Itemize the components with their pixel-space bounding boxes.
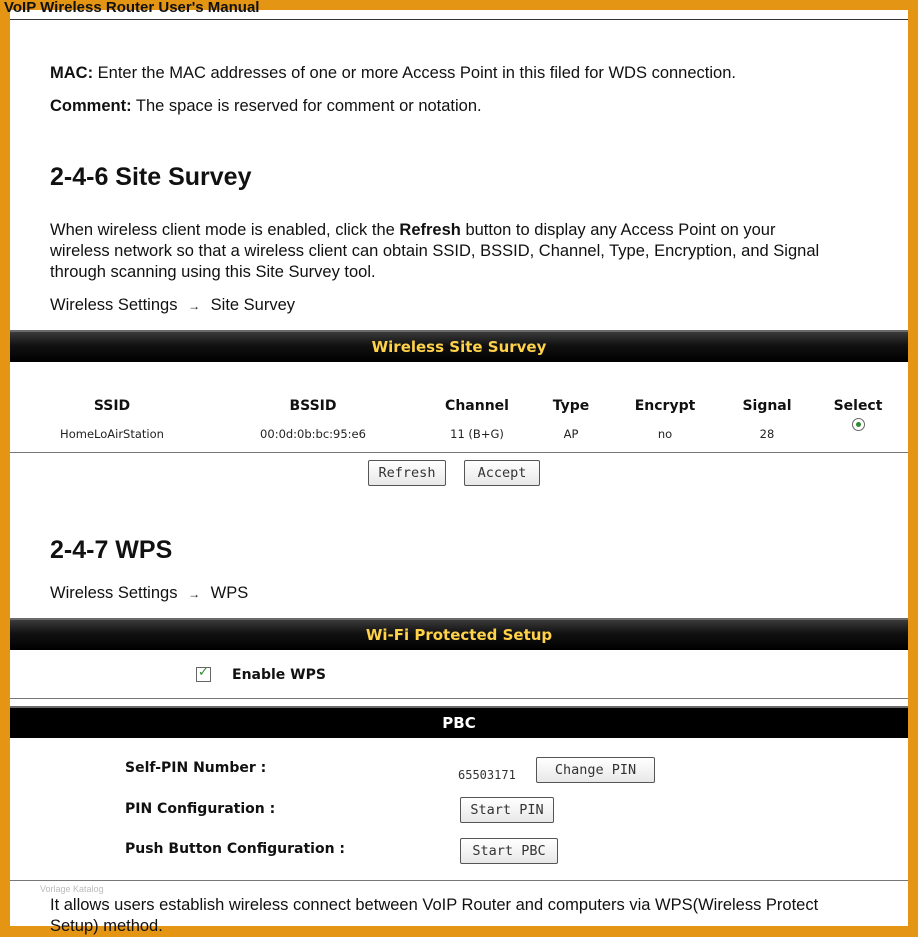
mac-definition [50,63,736,84]
site-survey-panel-title-text: Wireless Site Survey [371,338,547,356]
mac-text: Enter the MAC addresses of one or more Access Point in this filed for WDS connection. [93,64,736,82]
survey-divider [10,452,908,453]
check-icon: ✓ [198,665,209,680]
nav-from: Wireless Settings [50,296,178,314]
para-line2: wireless network so that a wireless client can obtain SSID, BSSID, Channel, Type, Encryption, and Signal [50,242,820,260]
cell-channel: 11 (B+G) [450,427,504,441]
change-pin-button[interactable]: Change PIN [536,757,655,783]
col-bssid: BSSID [289,398,337,414]
para-line1-pre: When wireless client mode is enabled, click the [50,221,400,239]
cell-encrypt: no [657,427,673,441]
start-pbc-button[interactable]: Start PBC [460,838,558,864]
mac-term: MAC: [50,64,94,82]
col-signal: Signal [742,398,792,414]
wps-nav [50,583,248,605]
col-ssid: SSID [93,398,131,414]
site-survey-heading: 2-4-6 Site Survey [50,163,252,191]
comment-term: Comment: [50,97,132,115]
page-header [4,0,908,20]
wps-nav-from: Wireless Settings [50,584,178,602]
col-type: Type [552,398,590,414]
cell-ssid: HomeLoAirStation [60,427,164,441]
accept-button[interactable]: Accept [464,460,540,486]
site-survey-nav [50,295,295,317]
cell-bssid: 00:0d:0b:bc:95:e6 [260,427,366,441]
wps-divider [10,698,908,699]
radio-dot-icon [856,422,861,427]
enable-wps-checkbox[interactable] [196,667,211,682]
manual-page [4,0,908,935]
arrow-right-icon: → [188,587,201,601]
wps-panel-title [10,618,908,650]
header-title: VoIP Wireless Router User's Manual [4,0,260,16]
select-radio[interactable] [852,418,865,431]
wps-nav-to: WPS [210,584,249,602]
site-survey-panel-title [10,330,908,362]
pbc-panel-title [10,706,908,738]
pbc-panel-title-text: PBC [442,714,476,732]
self-pin-label: Self-PIN Number : [125,760,267,776]
comment-text: The space is reserved for comment or notation. [131,97,482,115]
col-channel: Channel [445,398,509,414]
refresh-button[interactable]: Refresh [368,460,446,486]
para-line1-post: button to display any Access Point on your [460,221,776,239]
para-refresh-bold: Refresh [399,221,461,239]
pin-configuration-label: PIN Configuration : [125,801,276,817]
arrow-right-icon: → [188,299,201,313]
wps-footer-paragraph [50,895,818,937]
self-pin-value: 65503171 [458,768,516,782]
enable-wps-label: Enable WPS [232,667,326,683]
push-button-config-label: Push Button Configuration : [125,841,346,857]
comment-definition [50,96,482,117]
site-survey-paragraph [50,220,819,283]
footer-line2: Setup) method. [50,917,163,935]
col-encrypt: Encrypt [634,398,696,414]
col-select: Select [833,398,883,414]
wps-heading: 2-4-7 WPS [50,536,173,564]
start-pin-button[interactable]: Start PIN [460,797,554,823]
cell-signal: 28 [759,427,775,441]
nav-to: Site Survey [210,296,296,314]
footer-line1: It allows users establish wireless connect between VoIP Router and computers via WPS(Wireless Protect [50,896,819,914]
wps-panel-title-text: Wi-Fi Protected Setup [365,626,553,644]
pbc-divider [10,880,908,881]
watermark: Vorlage Katalog [40,884,104,894]
para-line3: through scanning using this Site Survey tool. [50,263,376,281]
cell-type: AP [563,427,579,441]
